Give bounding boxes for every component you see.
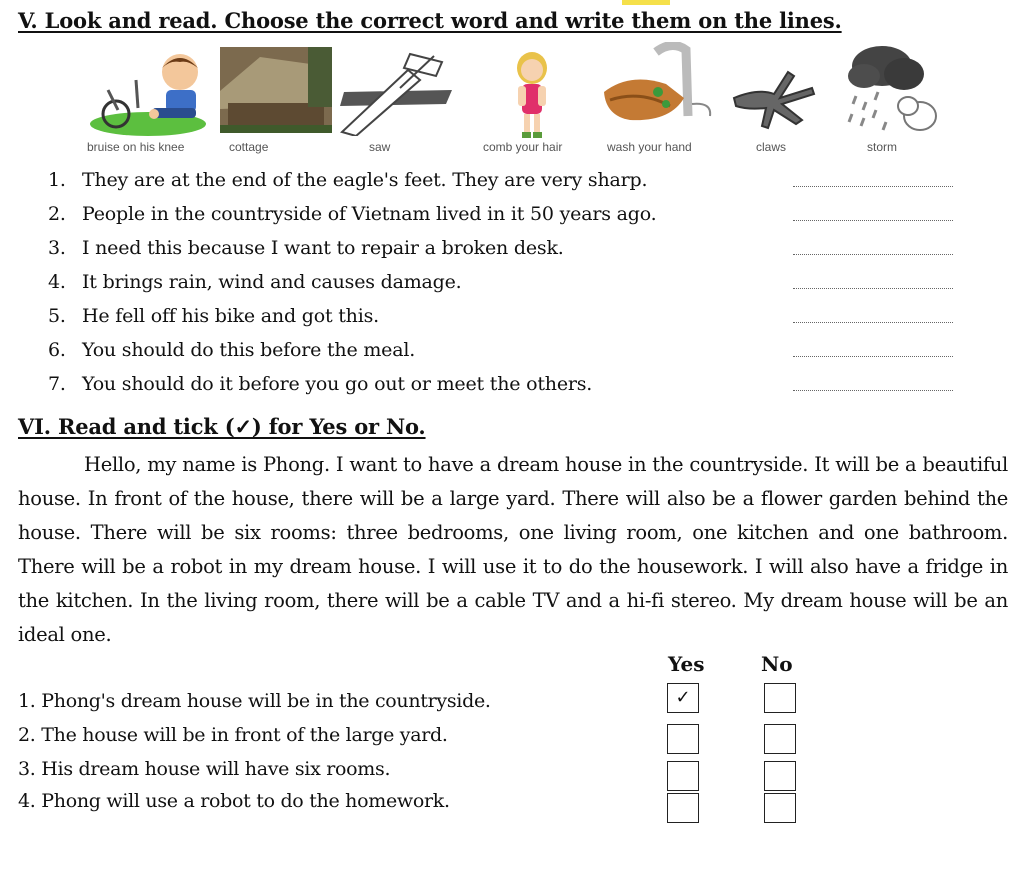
question-text: You should do it before you go out or meet the others. <box>82 373 593 395</box>
question-7 <box>48 373 592 395</box>
section6-heading: VI. Read and tick (✓) for Yes or No. <box>18 414 426 439</box>
answer-line-5[interactable] <box>793 322 953 323</box>
storm-cloud-icon <box>838 44 942 140</box>
hand-washing-icon <box>600 42 716 134</box>
bruise-boy-icon <box>88 50 212 138</box>
reading-passage: Hello, my name is Phong. I want to have a dream house in the countryside. It will be a beautiful house. In front of the house, there will be a large yard. There will also be a flower garden behind the house. There will be six rooms: three bedrooms, one living room, one kitchen and one bathroom. There will be a robot in my dream house. I will use it to do the housework. I will also have a fridge in the kitchen. In the living room, there will be a cable TV and a hi-fi stereo. My dream house will be an ideal one. <box>18 453 1008 646</box>
caption-cottage: cottage <box>229 140 269 154</box>
answer-line-3[interactable] <box>793 254 953 255</box>
caption-claws: claws <box>756 140 787 154</box>
question-text: It brings rain, wind and causes damage. <box>82 271 462 293</box>
question-4 <box>48 271 462 293</box>
caption-comb-hair: comb your hair <box>483 140 563 154</box>
question-number: 7. <box>48 373 66 395</box>
statement-3: 3. His dream house will have six rooms. <box>18 758 391 780</box>
question-2 <box>48 203 656 225</box>
girl-combing-icon <box>510 50 554 142</box>
question-6 <box>48 339 415 361</box>
cottage-icon <box>220 47 332 133</box>
answer-line-4[interactable] <box>793 288 953 289</box>
caption-bruise: bruise on his knee <box>87 140 185 154</box>
no-checkbox-2[interactable] <box>764 724 796 754</box>
question-number: 6. <box>48 339 66 361</box>
answer-line-1[interactable] <box>793 186 953 187</box>
yes-checkbox-3[interactable] <box>667 761 699 791</box>
no-checkbox-3[interactable] <box>764 761 796 791</box>
question-number: 3. <box>48 237 66 259</box>
claws-icon <box>728 58 822 132</box>
yes-checkbox-1[interactable]: ✓ <box>667 683 699 713</box>
question-3 <box>48 237 564 259</box>
question-text: I need this because I want to repair a broken desk. <box>82 237 564 259</box>
yes-checkbox-4[interactable] <box>667 793 699 823</box>
statement-4: 4. Phong will use a robot to do the homework. <box>18 790 450 812</box>
question-1 <box>48 169 647 191</box>
question-text: You should do this before the meal. <box>82 339 416 361</box>
saw-icon <box>338 50 454 136</box>
no-column-label: No <box>761 652 793 676</box>
question-text: People in the countryside of Vietnam lived in it 50 years ago. <box>82 203 657 225</box>
answer-line-6[interactable] <box>793 356 953 357</box>
highlight-mark <box>622 0 670 5</box>
statement-2: 2. The house will be in front of the large yard. <box>18 724 448 746</box>
question-number: 5. <box>48 305 66 327</box>
yes-checkbox-2[interactable] <box>667 724 699 754</box>
no-checkbox-4[interactable] <box>764 793 796 823</box>
question-text: He fell off his bike and got this. <box>82 305 379 327</box>
yes-column-label: Yes <box>668 652 705 676</box>
question-number: 4. <box>48 271 66 293</box>
section5-heading: V. Look and read. Choose the correct word and write them on the lines. <box>18 8 842 33</box>
statement-1: 1. Phong's dream house will be in the countryside. <box>18 690 491 712</box>
question-5 <box>48 305 379 327</box>
answer-line-7[interactable] <box>793 390 953 391</box>
caption-wash-hand: wash your hand <box>607 140 692 154</box>
caption-storm: storm <box>867 140 897 154</box>
question-text: They are at the end of the eagle's feet. They are very sharp. <box>82 169 648 191</box>
question-number: 1. <box>48 169 66 191</box>
question-number: 2. <box>48 203 66 225</box>
no-checkbox-1[interactable] <box>764 683 796 713</box>
answer-line-2[interactable] <box>793 220 953 221</box>
caption-saw: saw <box>369 140 391 154</box>
